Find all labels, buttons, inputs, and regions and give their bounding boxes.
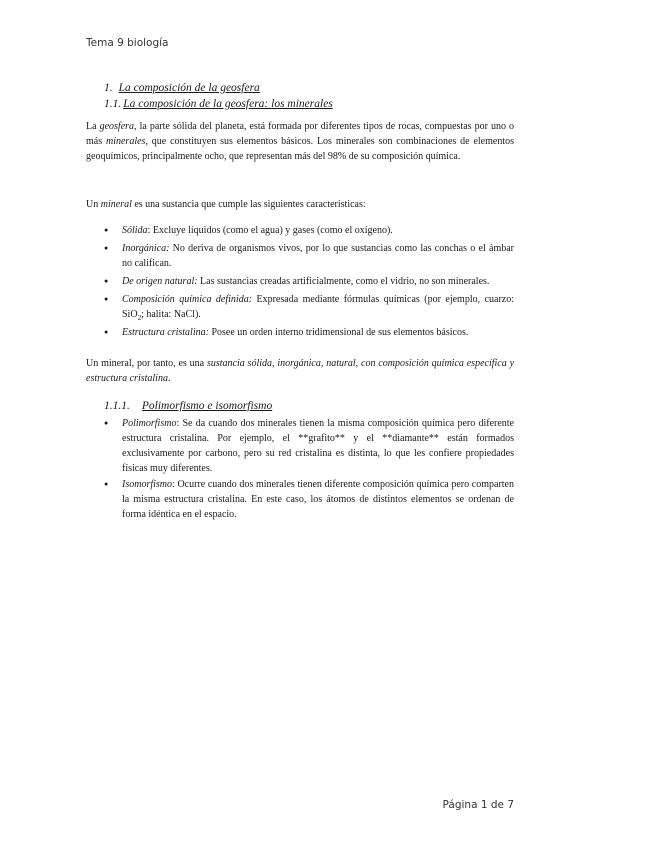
text-run: , que constituyen sus elementos básicos. Los minerales son combinaciones de elementos geoquímicos, principalmente ocho, que representan más del 98% de su composición química.: [86, 136, 515, 162]
list-item-term: Composición química definida:: [122, 294, 253, 305]
text-run: , la parte sólida del planeta, está formada por diferentes tipos de rocas, compuestas por uno o más: [86, 121, 515, 147]
text-run: Un: [86, 199, 101, 210]
heading-1: [104, 82, 260, 94]
document-header: Tema 9 biología: [86, 37, 169, 49]
text-run: es una sustancia que cumple las siguientes características:: [131, 199, 366, 210]
list-item-text: Expresada mediante fórmulas químicas (por ejemplo, cuarzo: SiO: [122, 294, 514, 320]
text-run: .: [167, 373, 171, 384]
term-mineral: mineral: [100, 199, 132, 210]
text-run: La: [86, 121, 100, 132]
list-item-text: Las sustancias creadas artificialmente, como el vidrio, no son minerales.: [197, 276, 490, 287]
list-item-term: Estructura cristalina:: [122, 327, 209, 338]
list-item-term: De origen natural:: [122, 276, 198, 287]
list-item: [104, 274, 514, 289]
heading-1-1-number: 1.1.: [104, 98, 122, 110]
list-item-term: Sólida: [122, 225, 148, 236]
list-item: [104, 223, 514, 238]
list-item-term: Isomorfismo: [122, 479, 173, 490]
page-number: Página 1 de 7: [442, 799, 514, 811]
list-item-text: Posee un orden interno tridimensional de sus elementos básicos.: [208, 327, 469, 338]
heading-1-1-1-number: 1.1.1.: [104, 400, 130, 412]
list-item: [104, 241, 514, 271]
subscript: 2: [137, 314, 142, 322]
heading-1-number: 1.: [104, 82, 113, 94]
heading-1-1-text: La composición de la geosfera: los minerales: [123, 98, 333, 110]
list-item: [104, 325, 514, 340]
list-item-text: No deriva de organismos vivos, por lo que sustancias como las conchas o el ámbar no califican.: [122, 243, 514, 269]
summary-emphasis: sustancia sólida, inorgánica, natural, con composición química específica y estructura cristalina: [86, 358, 515, 384]
characteristics-list: [104, 223, 514, 343]
heading-1-text: La composición de la geosfera: [118, 82, 260, 94]
mineral-definition-paragraph: [86, 197, 514, 212]
list-item-term: Inorgánica:: [122, 243, 170, 254]
list-item-text: ; halita: NaCl).: [141, 309, 201, 320]
morphism-list: [104, 416, 514, 525]
list-item: [104, 416, 514, 476]
heading-1-1: [104, 98, 333, 110]
list-item: [104, 292, 514, 322]
heading-1-1-1: [104, 400, 272, 412]
heading-1-1-1-text: Polimorfismo e isomorfismo: [141, 400, 273, 412]
term-minerales: minerales: [105, 136, 146, 147]
list-item-text: : Ocurre cuando dos minerales tienen diferente composición química pero comparten la misma estructura cristalina. En este caso, los átomos de distintos elementos se ordenan de forma idéntica en el espacio.: [122, 479, 514, 520]
summary-paragraph: [86, 356, 514, 386]
list-item: [104, 477, 514, 522]
text-run: Un mineral, por tanto, es una: [86, 358, 207, 369]
list-item-term: Polimorfismo: [122, 418, 177, 429]
list-item-text: : Se da cuando dos minerales tienen la misma composición química pero diferente estructura cristalina. Por ejemplo, el **grafito** y el **diamante** están formados exclusivamente por carbono, pero su red cristalina es distinta, lo que les confiere propiedades físicas muy diferentes.: [122, 418, 514, 474]
term-geosfera: geosfera: [99, 121, 135, 132]
intro-paragraph: [86, 119, 514, 164]
list-item-text: : Excluye líquidos (como el agua) y gases (como el oxígeno).: [147, 225, 393, 236]
